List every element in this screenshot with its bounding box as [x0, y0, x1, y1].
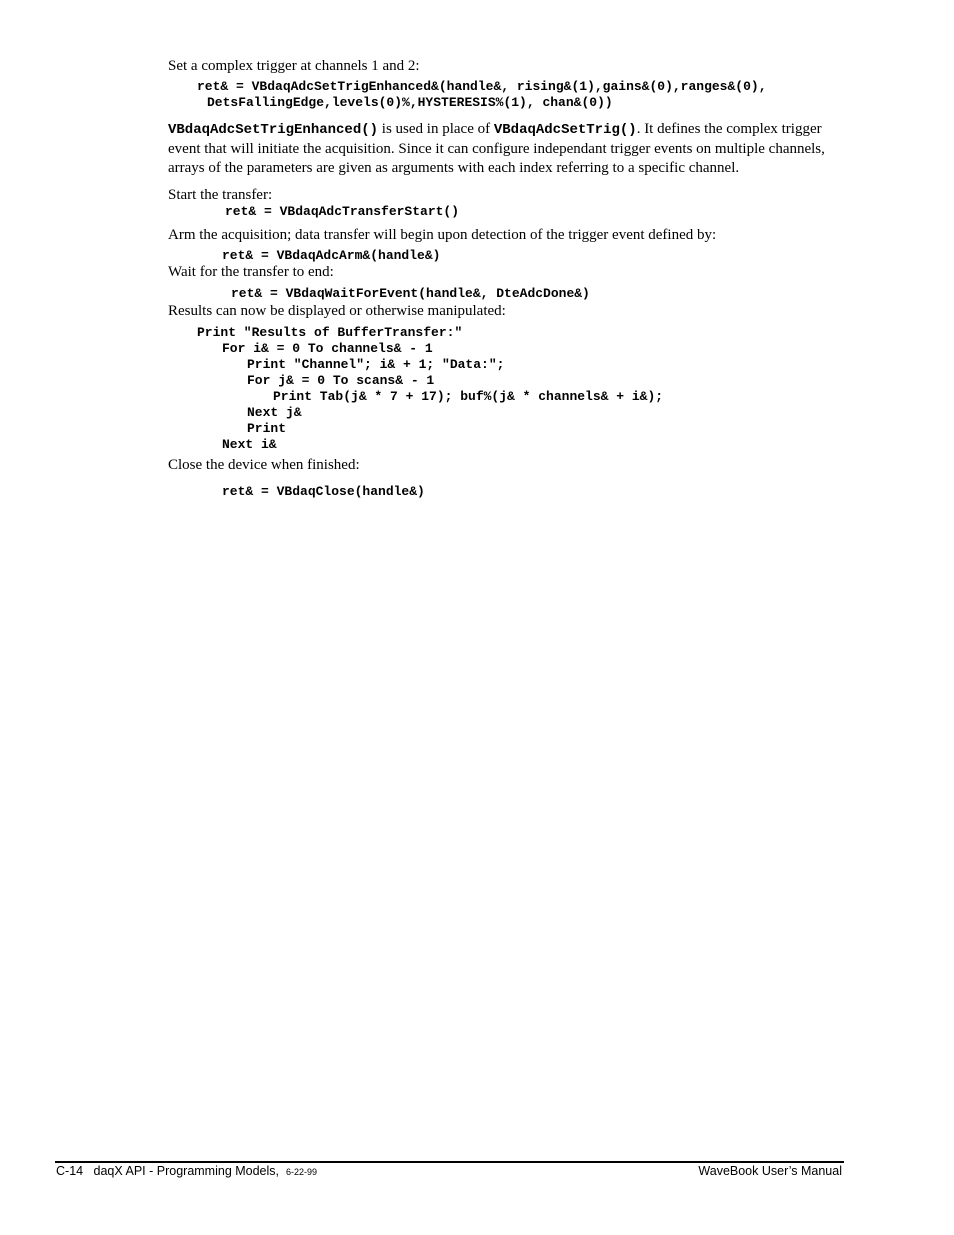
code-results-line: Print: [247, 421, 287, 436]
func-name-settrig: VBdaqAdcSetTrig(): [493, 122, 637, 138]
footer-date: 6-22-99: [285, 1167, 317, 1177]
intro-complex-trigger: Set a complex trigger at channels 1 and 2:: [168, 58, 420, 74]
code-results-line: Print Tab(j& * 7 + 17); buf%(j& * channels& + i&);: [273, 389, 664, 404]
footer-manual-title: WaveBook User’s Manual: [698, 1164, 842, 1178]
code-results-line: For j& = 0 To scans& - 1: [247, 373, 435, 388]
footer-section: daqX API - Programming Models,: [93, 1164, 280, 1178]
code-results-line: Next j&: [247, 405, 302, 420]
code-transfer-start: ret& = VBdaqAdcTransferStart(): [225, 204, 460, 219]
results-text: Results can now be displayed or otherwise manipulated:: [168, 303, 506, 319]
code-results-line: Next i&: [222, 437, 277, 452]
code-arm: ret& = VBdaqAdcArm&(handle&): [222, 248, 441, 263]
desc-text-2: . It defines the complex trigger event that will initiate the acquisition. Since it can configure independant trigger events on multiple channels, arrays of the parameters are given as arguments with each index referring to a specific channel.: [168, 121, 825, 176]
wait-text: Wait for the transfer to end:: [168, 264, 334, 280]
footer-left: [56, 1164, 317, 1179]
code-set-trig-line-1: ret& = VBdaqAdcSetTrigEnhanced&(handle&, rising&(1),gains&(0),ranges&(0),: [197, 79, 767, 94]
close-text: Close the device when finished:: [168, 457, 360, 473]
code-wait: ret& = VBdaqWaitForEvent(handle&, DteAdcDone&): [231, 286, 590, 301]
code-results-line: Print "Results of BufferTransfer:": [197, 325, 463, 340]
code-results-line: Print "Channel"; i& + 1; "Data:";: [247, 357, 505, 372]
arm-text: Arm the acquisition; data transfer will begin upon detection of the trigger event defined by:: [168, 227, 717, 243]
code-results-line: For i& = 0 To channels& - 1: [222, 341, 433, 356]
code-set-trig-line-2: DetsFallingEdge,levels(0)%,HYSTERESIS%(1), chan&(0)): [207, 95, 613, 110]
code-close: ret& = VBdaqClose(handle&): [222, 484, 425, 499]
footer-divider: [55, 1161, 844, 1163]
func-name-enhanced: VBdaqAdcSetTrigEnhanced(): [168, 122, 379, 138]
desc-text-1: is used in place of: [378, 121, 494, 137]
trigger-description: [168, 120, 848, 178]
footer-page-number: C-14: [56, 1164, 84, 1178]
start-transfer-text: Start the transfer:: [168, 187, 273, 203]
